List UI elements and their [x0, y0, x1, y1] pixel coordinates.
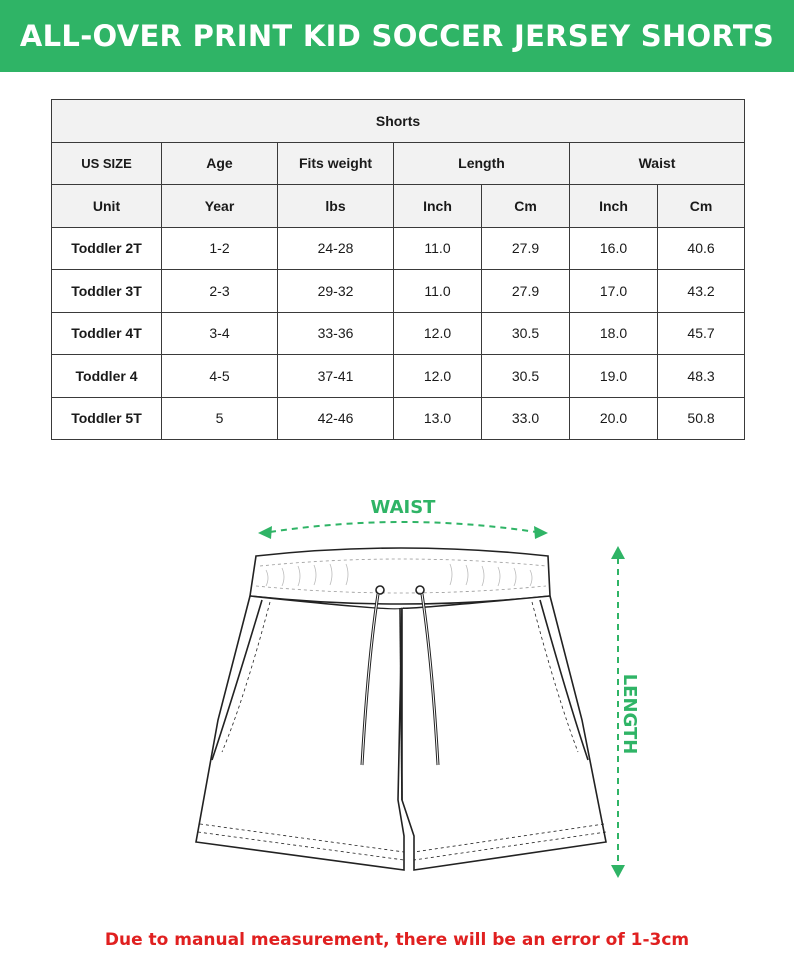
- header-length-cm: Cm: [482, 185, 570, 228]
- waist-cm-cell: 50.8: [658, 397, 745, 440]
- weight-cell: 42-46: [278, 397, 394, 440]
- measurement-note: Due to manual measurement, there will be an error of 1-3cm: [104, 930, 690, 950]
- age-cell: 3-4: [162, 312, 278, 355]
- table-caption-row: [52, 100, 745, 143]
- length-cm-cell: 27.9: [482, 270, 570, 313]
- length-inch-cell: 11.0: [394, 227, 482, 270]
- header-waist: Waist: [570, 142, 745, 185]
- table-row: [52, 355, 745, 398]
- table-unit-row: [52, 185, 745, 228]
- header-year: Year: [162, 185, 278, 228]
- length-cm-cell: 27.9: [482, 227, 570, 270]
- header-us-size: US SIZE: [52, 142, 162, 185]
- waist-label: WAIST: [370, 497, 436, 518]
- shorts-illustration: [196, 548, 606, 870]
- size-cell: Toddler 4T: [52, 312, 162, 355]
- page-title: ALL-OVER PRINT KID SOCCER JERSEY SHORTS: [19, 19, 775, 53]
- weight-cell: 29-32: [278, 270, 394, 313]
- table-caption: Shorts: [52, 100, 745, 143]
- length-label: LENGTH: [619, 673, 640, 755]
- header-unit: Unit: [52, 185, 162, 228]
- waist-cm-cell: 43.2: [658, 270, 745, 313]
- age-cell: 1-2: [162, 227, 278, 270]
- length-inch-cell: 13.0: [394, 397, 482, 440]
- length-inch-cell: 12.0: [394, 355, 482, 398]
- table-row: [52, 312, 745, 355]
- waist-cm-cell: 48.3: [658, 355, 745, 398]
- header-length-inch: Inch: [394, 185, 482, 228]
- header-age: Age: [162, 142, 278, 185]
- age-cell: 5: [162, 397, 278, 440]
- table-row: [52, 270, 745, 313]
- header-fits-weight: Fits weight: [278, 142, 394, 185]
- size-cell: Toddler 3T: [52, 270, 162, 313]
- size-table: [51, 99, 745, 440]
- length-cm-cell: 33.0: [482, 397, 570, 440]
- table-header-row: [52, 142, 745, 185]
- weight-cell: 37-41: [278, 355, 394, 398]
- table-row: [52, 227, 745, 270]
- header-length: Length: [394, 142, 570, 185]
- header-lbs: lbs: [278, 185, 394, 228]
- age-cell: 2-3: [162, 270, 278, 313]
- shorts-diagram: [0, 480, 794, 900]
- weight-cell: 24-28: [278, 227, 394, 270]
- length-cm-cell: 30.5: [482, 312, 570, 355]
- waist-inch-cell: 16.0: [570, 227, 658, 270]
- size-cell: Toddler 5T: [52, 397, 162, 440]
- length-cm-cell: 30.5: [482, 355, 570, 398]
- waist-arrow: [258, 522, 548, 539]
- header-waist-inch: Inch: [570, 185, 658, 228]
- waist-inch-cell: 18.0: [570, 312, 658, 355]
- length-inch-cell: 11.0: [394, 270, 482, 313]
- size-cell: Toddler 4: [52, 355, 162, 398]
- age-cell: 4-5: [162, 355, 278, 398]
- waist-inch-cell: 19.0: [570, 355, 658, 398]
- table-row: [52, 397, 745, 440]
- waist-inch-cell: 17.0: [570, 270, 658, 313]
- weight-cell: 33-36: [278, 312, 394, 355]
- title-banner: [0, 0, 794, 72]
- waist-inch-cell: 20.0: [570, 397, 658, 440]
- length-inch-cell: 12.0: [394, 312, 482, 355]
- size-cell: Toddler 2T: [52, 227, 162, 270]
- waist-cm-cell: 45.7: [658, 312, 745, 355]
- waist-cm-cell: 40.6: [658, 227, 745, 270]
- header-waist-cm: Cm: [658, 185, 745, 228]
